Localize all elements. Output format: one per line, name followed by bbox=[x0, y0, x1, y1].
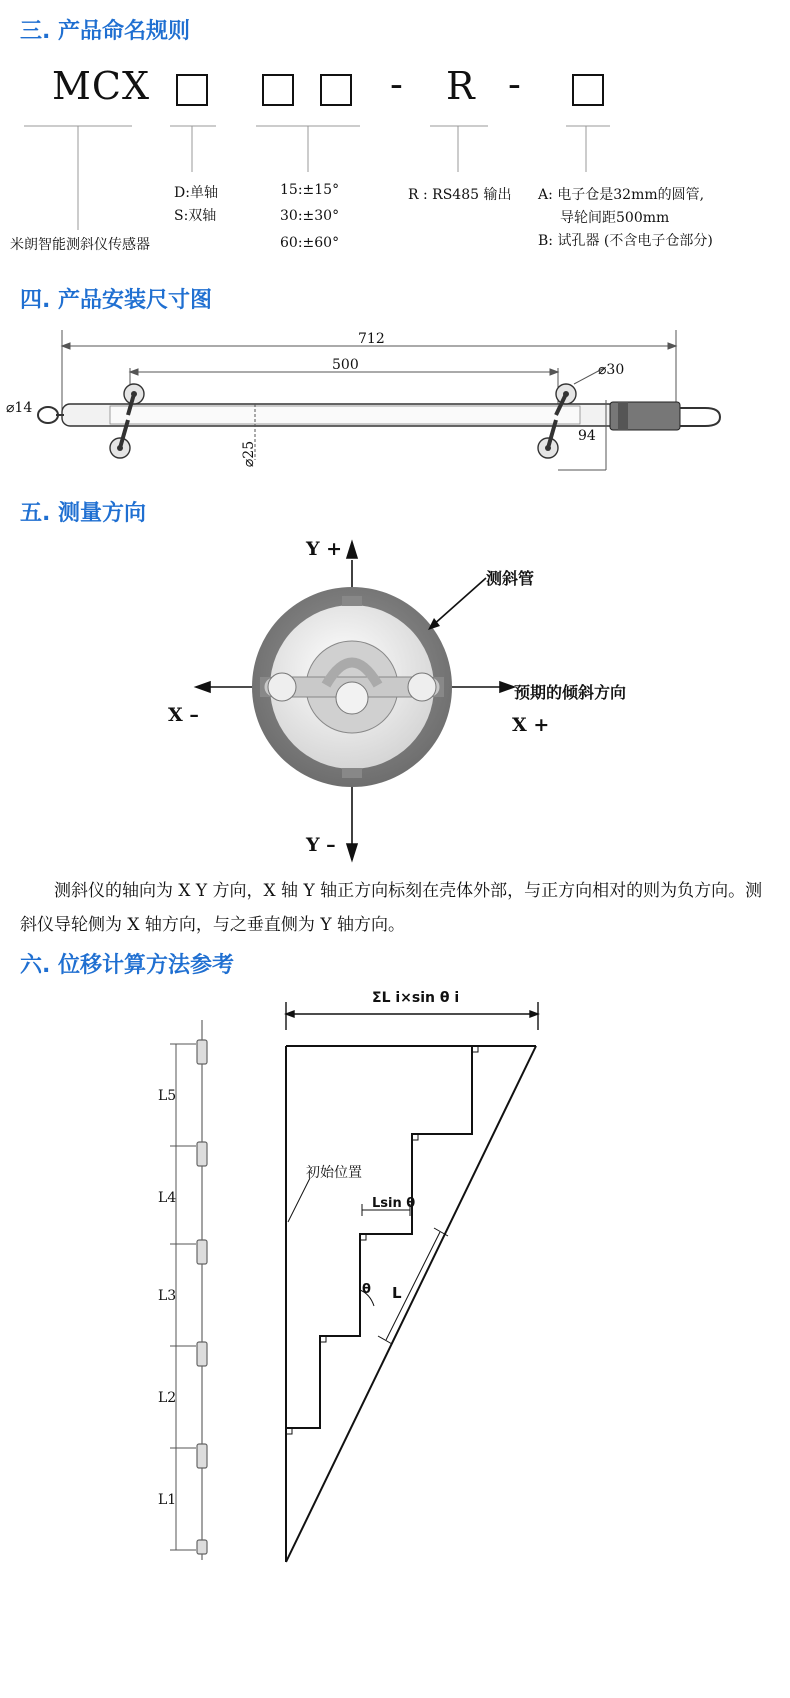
dash-separator-1: - bbox=[390, 62, 404, 106]
segment-label-l2: L2 bbox=[158, 1390, 177, 1406]
segment-label-l5: L5 bbox=[158, 1088, 177, 1104]
option-a-line2: 导轮间距500mm bbox=[560, 210, 670, 226]
dim-hook-diameter: ⌀14 bbox=[6, 400, 33, 416]
axis-single: D:单轴 bbox=[174, 185, 218, 201]
output-rs485: R : RS485 输出 bbox=[408, 187, 512, 203]
segment-label-l3: L3 bbox=[158, 1288, 177, 1304]
dim-total-length: 712 bbox=[358, 331, 385, 347]
displacement-calculation-diagram bbox=[270, 990, 570, 1590]
dim-wheel-spacing: 500 bbox=[332, 357, 359, 373]
initial-position-label: 初始位置 bbox=[306, 1165, 362, 1181]
range-placeholder-box-1 bbox=[262, 74, 294, 106]
direction-description: 测斜仪的轴向为 X Y 方向，X 轴 Y 轴正方向标刻在壳体外部，与正方向相对的则为负方向。测斜仪导轮侧为 X 轴方向，与之垂直侧为 Y 轴方向。 bbox=[20, 881, 763, 935]
segment-length-label: L bbox=[392, 1284, 402, 1302]
dim-body-diameter: ⌀25 bbox=[241, 440, 258, 468]
section-title-naming: 三. 产品命名规则 bbox=[20, 19, 191, 44]
lsin-theta-label: Lsin θ bbox=[372, 1196, 416, 1211]
option-placeholder-box bbox=[572, 74, 604, 106]
range-placeholder-box-2 bbox=[320, 74, 352, 106]
axis-x-minus-label: X – bbox=[168, 704, 199, 726]
axis-y-minus-label: Y – bbox=[306, 834, 336, 856]
measurement-direction-diagram bbox=[0, 530, 790, 870]
range-60: 60:±60° bbox=[280, 235, 340, 251]
dim-wheel-diameter: ⌀30 bbox=[598, 362, 625, 378]
tilt-direction-label: 预期的倾斜方向 bbox=[514, 683, 627, 702]
section-title-direction: 五. 测量方向 bbox=[20, 501, 147, 526]
model-description: 米朗智能测斜仪传感器 bbox=[10, 237, 150, 253]
axis-placeholder-box bbox=[176, 74, 208, 106]
section-title-dimensions: 四. 产品安装尺寸图 bbox=[20, 288, 213, 313]
dash-separator-2: - bbox=[508, 62, 522, 106]
option-a-line1: A: 电子仓是32mm的圆管, bbox=[538, 187, 705, 203]
output-code: R bbox=[446, 64, 476, 108]
model-prefix: MCX bbox=[52, 64, 151, 108]
axis-dual: S:双轴 bbox=[174, 208, 217, 224]
tube-label: 测斜管 bbox=[486, 569, 535, 588]
axis-x-plus-label: X + bbox=[512, 714, 550, 736]
segment-label-l1: L1 bbox=[158, 1492, 177, 1508]
sum-displacement-label: ΣL i×sin θ i bbox=[372, 990, 460, 1006]
range-15: 15:±15° bbox=[280, 182, 340, 198]
section-title-calculation: 六. 位移计算方法参考 bbox=[20, 953, 235, 978]
theta-label: θ bbox=[362, 1282, 371, 1297]
segment-label-l4: L4 bbox=[158, 1190, 177, 1206]
dim-offset: 94 bbox=[578, 428, 596, 444]
installation-drawing bbox=[0, 320, 790, 490]
option-b: B: 试孔器 (不含电子仓部分) bbox=[538, 233, 713, 249]
range-30: 30:±30° bbox=[280, 208, 340, 224]
axis-y-plus-label: Y + bbox=[306, 538, 343, 560]
